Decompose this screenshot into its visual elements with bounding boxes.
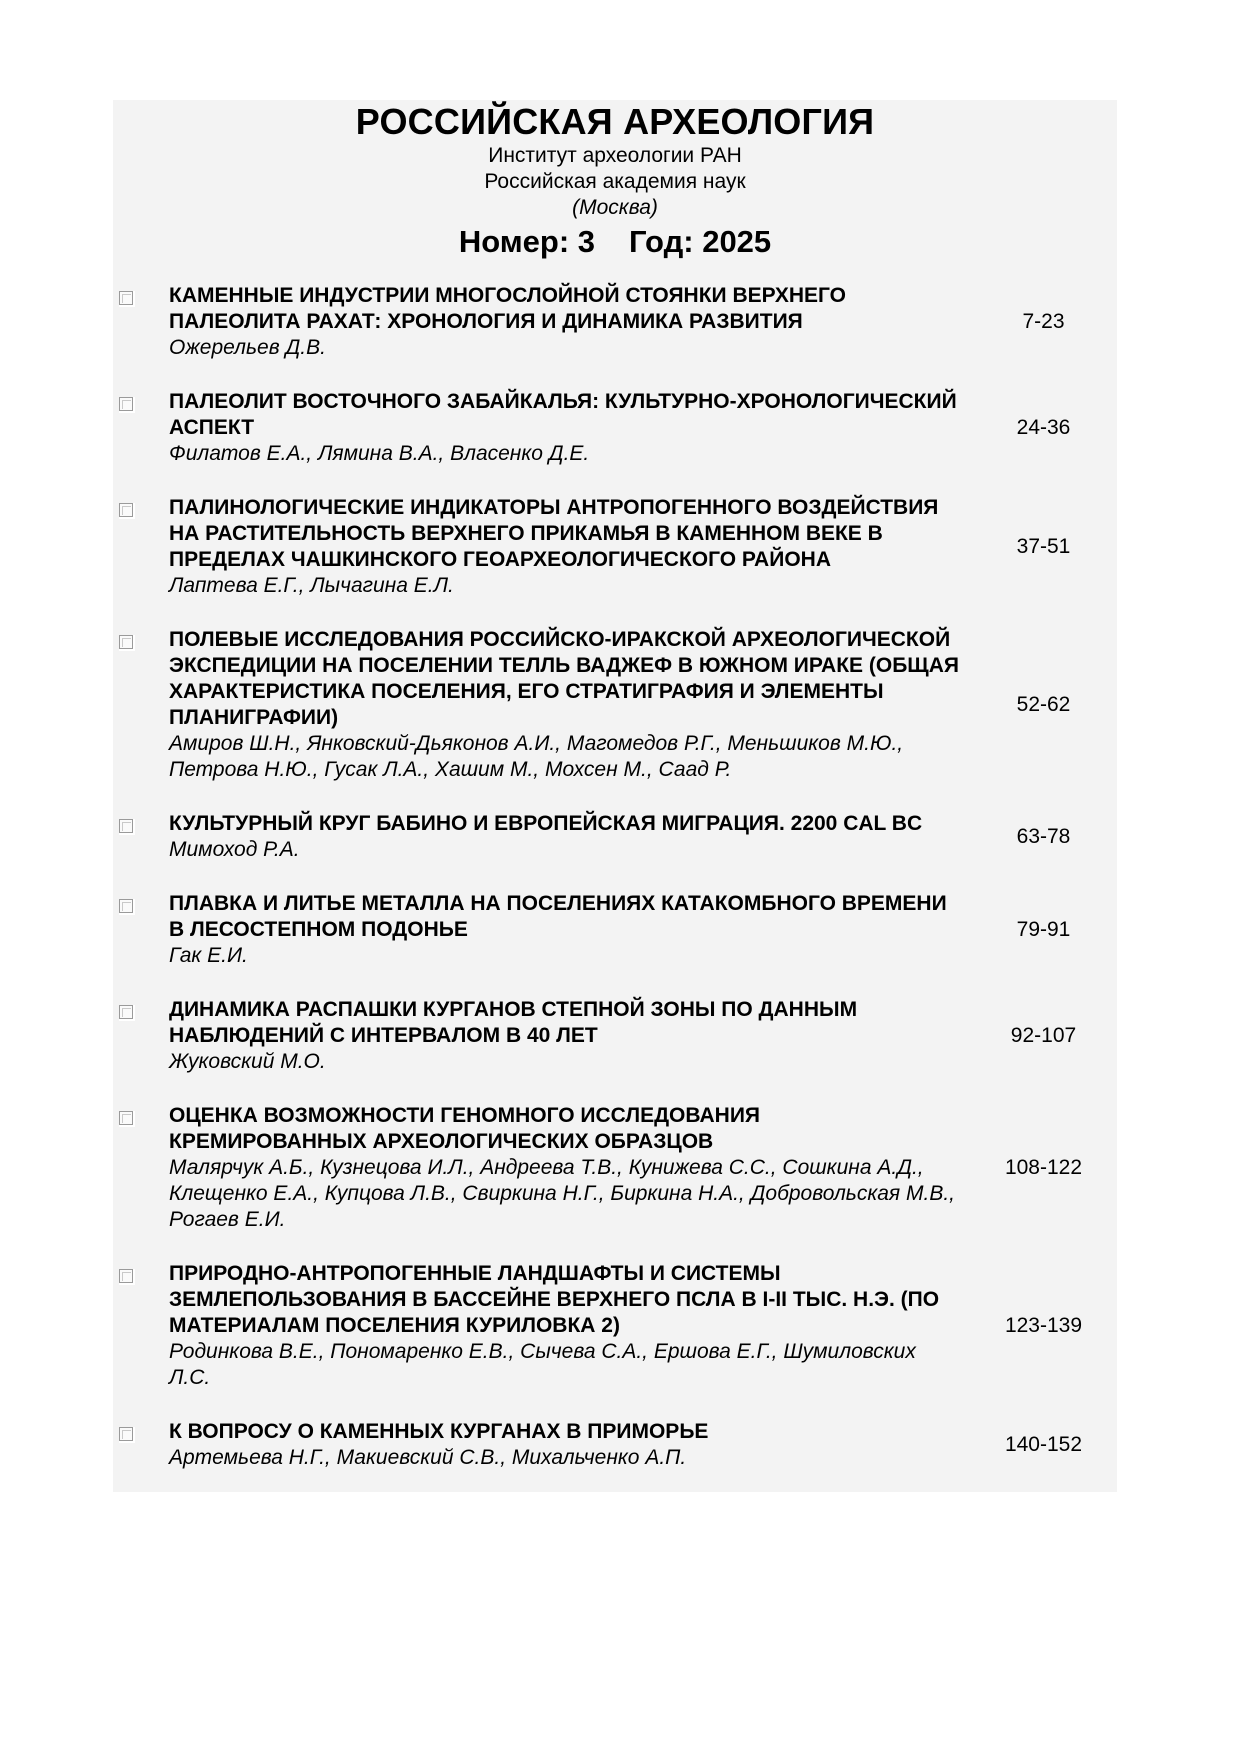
article-pages: 79-91 bbox=[1016, 918, 1071, 941]
article-pages: 24-36 bbox=[1016, 416, 1071, 439]
article-title[interactable]: ПОЛЕВЫЕ ИССЛЕДОВАНИЯ РОССИЙСКО-ИРАКСКОЙ АРХЕОЛОГИЧЕСКОЙ ЭКСПЕДИЦИИ НА ПОСЕЛЕНИИ ТЕЛЛЬ ВАДЖЕФ В ЮЖНОМ ИРАКЕ (ОБЩАЯ ХАРАКТЕРИСТИКА ПОСЕЛЕНИЯ, ЕГО СТРАТИГРАФИЯ И ЭЛЕМЕНТЫ ПЛАНИГРАФИИ) bbox=[169, 628, 959, 729]
toc-entry bbox=[113, 891, 1117, 969]
article-authors: Филатов Е.А., Лямина В.А., Власенко Д.Е. bbox=[169, 442, 590, 465]
article-title[interactable]: КУЛЬТУРНЫЙ КРУГ БАБИНО И ЕВРОПЕЙСКАЯ МИГРАЦИЯ. 2200 CAL BC bbox=[169, 812, 923, 835]
article-title[interactable]: ПЛАВКА И ЛИТЬЕ МЕТАЛЛА НА ПОСЕЛЕНИЯХ КАТАКОМБНОГО ВРЕМЕНИ В ЛЕСОСТЕПНОМ ПОДОНЬЕ bbox=[169, 892, 947, 941]
checkbox-icon[interactable] bbox=[119, 1111, 133, 1125]
article-title[interactable]: ПАЛЕОЛИТ ВОСТОЧНОГО ЗАБАЙКАЛЬЯ: КУЛЬТУРНО-ХРОНОЛОГИЧЕСКИЙ АСПЕКТ bbox=[169, 390, 957, 439]
checkbox-icon[interactable] bbox=[119, 819, 133, 833]
toc-entry bbox=[113, 627, 1117, 783]
article-pages: 123-139 bbox=[1004, 1314, 1083, 1337]
toc-entry bbox=[113, 1419, 1117, 1471]
article-pages: 52-62 bbox=[1016, 693, 1071, 716]
article-authors: Малярчук А.Б., Кузнецова И.Л., Андреева Т.В., Кунижева С.С., Сошкина А.Д., Клещенко Е.А., Купцова Л.В., Свиркина Н.Г., Биркина Н.А., Добровольская М.В., Рогаев Е.И. bbox=[169, 1156, 955, 1231]
toc-entry bbox=[113, 495, 1117, 599]
toc-entry bbox=[113, 389, 1117, 467]
toc-entry bbox=[113, 283, 1117, 361]
article-pages: 63-78 bbox=[1016, 825, 1071, 848]
checkbox-icon[interactable] bbox=[119, 1269, 133, 1283]
institute-name: Институт археологии РАН bbox=[488, 144, 742, 167]
checkbox-icon[interactable] bbox=[119, 1005, 133, 1019]
article-authors: Гак Е.И. bbox=[169, 944, 248, 967]
academy-name: Российская академия наук bbox=[484, 170, 746, 193]
journal-header bbox=[113, 100, 1117, 261]
issue-info bbox=[113, 223, 1117, 261]
article-pages: 140-152 bbox=[1004, 1433, 1083, 1456]
article-authors: Жуковский М.О. bbox=[169, 1050, 326, 1073]
toc-entry bbox=[113, 1261, 1117, 1391]
checkbox-icon[interactable] bbox=[119, 1427, 133, 1441]
article-title[interactable]: ПАЛИНОЛОГИЧЕСКИЕ ИНДИКАТОРЫ АНТРОПОГЕННОГО ВОЗДЕЙСТВИЯ НА РАСТИТЕЛЬНОСТЬ ВЕРХНЕГО ПРИКАМЬЯ В КАМЕННОМ ВЕКЕ В ПРЕДЕЛАХ ЧАШКИНСКОГО ГЕОАРХЕОЛОГИЧЕСКОГО РАЙОНА bbox=[169, 496, 939, 571]
table-of-contents bbox=[113, 283, 1117, 1471]
journal-title: РОССИЙСКАЯ АРХЕОЛОГИЯ bbox=[355, 101, 875, 142]
toc-entry bbox=[113, 997, 1117, 1075]
checkbox-icon[interactable] bbox=[119, 899, 133, 913]
article-authors: Лаптева Е.Г., Лычагина Е.Л. bbox=[169, 574, 454, 597]
checkbox-icon[interactable] bbox=[119, 397, 133, 411]
article-pages: 37-51 bbox=[1016, 535, 1071, 558]
issue-year: Год: 2025 bbox=[629, 224, 772, 259]
checkbox-icon[interactable] bbox=[119, 635, 133, 649]
issue-number: Номер: 3 bbox=[458, 224, 596, 259]
city-name: (Москва) bbox=[572, 196, 658, 219]
checkbox-icon[interactable] bbox=[119, 291, 133, 305]
article-authors: Ожерельев Д.В. bbox=[169, 336, 326, 359]
article-title[interactable]: ПРИРОДНО-АНТРОПОГЕННЫЕ ЛАНДШАФТЫ И СИСТЕМЫ ЗЕМЛЕПОЛЬЗОВАНИЯ В БАССЕЙНЕ ВЕРХНЕГО ПСЛА В I-II ТЫС. Н.Э. (ПО МАТЕРИАЛАМ ПОСЕЛЕНИЯ КУРИЛОВКА 2) bbox=[169, 1262, 940, 1337]
article-pages: 92-107 bbox=[1010, 1024, 1077, 1047]
article-authors: Амиров Ш.Н., Янковский-Дьяконов А.И., Магомедов Р.Г., Меньшиков М.Ю., Петрова Н.Ю., Гусак Л.А., Хашим М., Мохсен М., Саад Р. bbox=[169, 732, 904, 781]
article-authors: Артемьева Н.Г., Макиевский С.В., Михальченко А.П. bbox=[169, 1446, 687, 1469]
article-title[interactable]: ОЦЕНКА ВОЗМОЖНОСТИ ГЕНОМНОГО ИССЛЕДОВАНИЯ КРЕМИРОВАННЫХ АРХЕОЛОГИЧЕСКИХ ОБРАЗЦОВ bbox=[169, 1104, 761, 1153]
article-title[interactable]: КАМЕННЫЕ ИНДУСТРИИ МНОГОСЛОЙНОЙ СТОЯНКИ ВЕРХНЕГО ПАЛЕОЛИТА РАХАТ: ХРОНОЛОГИЯ И ДИНАМИКА РАЗВИТИЯ bbox=[169, 284, 846, 333]
article-pages: 108-122 bbox=[1004, 1156, 1083, 1179]
article-authors: Мимоход Р.А. bbox=[169, 838, 300, 861]
toc-entry bbox=[113, 811, 1117, 863]
article-title[interactable]: ДИНАМИКА РАСПАШКИ КУРГАНОВ СТЕПНОЙ ЗОНЫ ПО ДАННЫМ НАБЛЮДЕНИЙ С ИНТЕРВАЛОМ В 40 ЛЕТ bbox=[169, 998, 858, 1047]
article-authors: Родинкова В.Е., Пономаренко Е.В., Сычева С.А., Ершова Е.Г., Шумиловских Л.С. bbox=[169, 1340, 916, 1389]
journal-panel bbox=[113, 100, 1117, 1492]
checkbox-icon[interactable] bbox=[119, 503, 133, 517]
article-pages: 7-23 bbox=[1022, 310, 1065, 333]
article-title[interactable]: К ВОПРОСУ О КАМЕННЫХ КУРГАНАХ В ПРИМОРЬЕ bbox=[169, 1420, 709, 1443]
toc-entry bbox=[113, 1103, 1117, 1233]
